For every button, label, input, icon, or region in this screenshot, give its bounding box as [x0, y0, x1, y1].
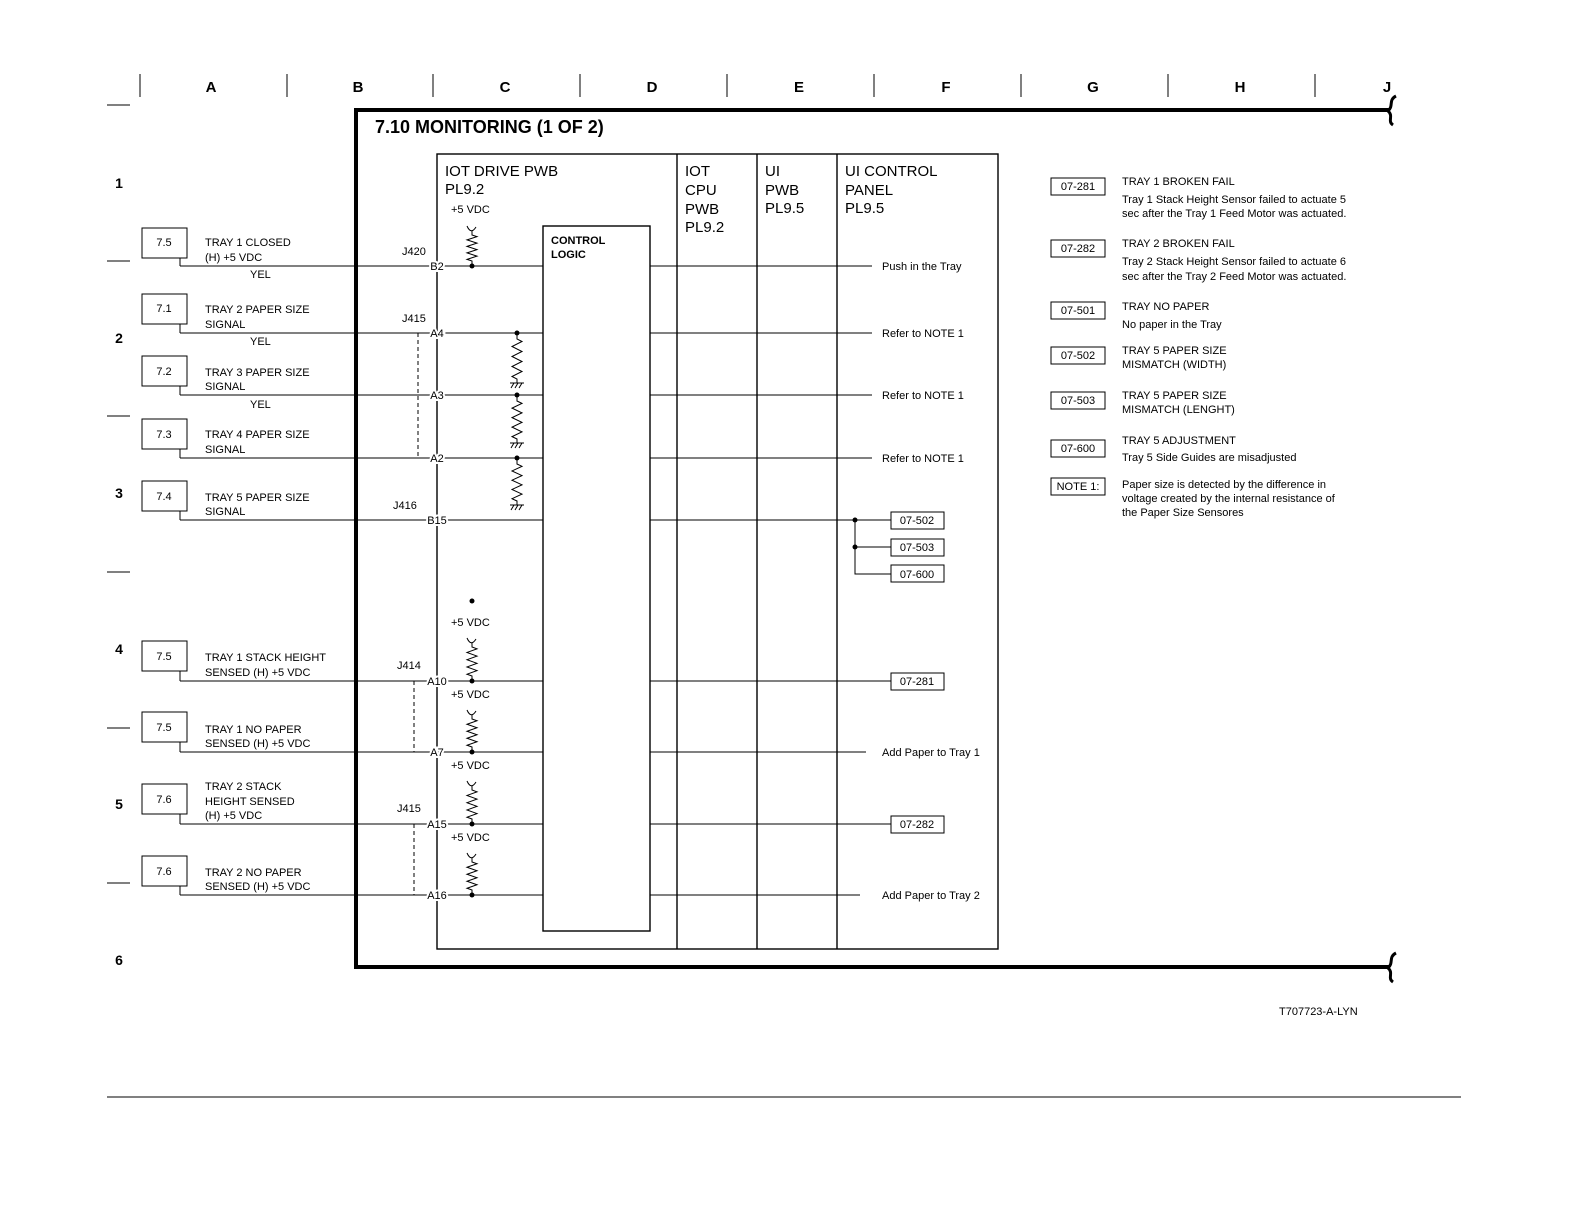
connector-label: J414 [397, 660, 421, 672]
signal-label: (H) +5 VDC [205, 810, 263, 822]
board-label-ui-pwb: UI [765, 163, 780, 180]
page-reference-number: 7.5 [156, 651, 172, 663]
node-dot [470, 679, 475, 684]
frame-break-top-icon [1388, 96, 1396, 125]
legend-description: Tray 2 Stack Height Sensor failed to actuate 6 [1122, 256, 1346, 268]
sheet-frame [356, 110, 1390, 967]
legend-entry [1051, 301, 1222, 331]
column-label: G [1087, 79, 1099, 96]
signal-destination: Add Paper to Tray 1 [882, 747, 980, 759]
signal-label: TRAY 1 NO PAPER [205, 724, 302, 736]
signal-label: TRAY 4 PAPER SIZE [205, 429, 310, 441]
row-label: 4 [115, 641, 123, 657]
connector-pin: A16 [427, 890, 447, 902]
connectors [393, 246, 426, 895]
pull-up-resistor-icon [467, 226, 477, 266]
pull-down-resistor-ground-icon [510, 458, 524, 510]
signal-tray2-no-paper [142, 856, 980, 902]
legend-entry [1051, 390, 1235, 416]
board-label-iot-cpu: PL9.2 [685, 219, 725, 236]
board-label-iot-cpu: IOT [685, 163, 710, 180]
fault-code: 07-282 [899, 819, 935, 831]
control-logic-box [543, 226, 650, 931]
junction-dot [853, 545, 858, 550]
legend-title: TRAY 5 PAPER SIZE [1122, 390, 1227, 402]
legend-description: sec after the Tray 1 Feed Motor was actuated. [1122, 208, 1347, 220]
board-label-iot-cpu: PWB [685, 201, 720, 218]
junction-dot [853, 518, 858, 523]
legend-code: 07-600 [1060, 443, 1096, 455]
page-reference-number: 7.3 [156, 429, 172, 441]
supply-voltage-label: +5 VDC [451, 204, 490, 216]
connector-pin: A3 [430, 390, 444, 402]
row-label: 6 [115, 952, 123, 968]
connector-pin: A2 [430, 453, 444, 465]
column-label: C [499, 79, 511, 96]
node-dot [470, 750, 475, 755]
fault-code: 07-281 [899, 676, 935, 688]
legend-title: TRAY 5 PAPER SIZE [1122, 345, 1227, 357]
node-dot [515, 456, 520, 461]
signal-label: TRAY 3 PAPER SIZE [205, 367, 310, 379]
row-label: 3 [115, 485, 123, 501]
signal-label: (H) +5 VDC [205, 252, 263, 264]
signal-label: SIGNAL [205, 506, 246, 518]
signal-tray1-no-paper [142, 712, 980, 759]
resistor-network [451, 204, 524, 898]
diagram-title: 7.10 MONITORING (1 OF 2) [375, 117, 604, 137]
page-reference-number: 7.5 [156, 722, 172, 734]
column-label: B [352, 79, 364, 96]
legend-entry [1051, 176, 1346, 220]
board-label-ui-control: PANEL [845, 182, 894, 199]
legend-entry [1051, 238, 1346, 283]
drawing-id: T707723-A-LYN [1279, 1006, 1358, 1018]
legend-code: 07-281 [1060, 181, 1096, 193]
board-label-ui-control: PL9.5 [845, 200, 885, 217]
node-dot [470, 599, 475, 604]
signal-label: SIGNAL [205, 319, 246, 331]
fault-code: 07-502 [899, 515, 935, 527]
board-label-iot-cpu: CPU [685, 182, 717, 199]
node-dot [515, 331, 520, 336]
wire-color: YEL [250, 269, 271, 281]
node-dot [470, 264, 475, 269]
signal-label: SIGNAL [205, 381, 246, 393]
control-logic-label: CONTROL [551, 235, 606, 247]
node-dot [470, 822, 475, 827]
signal-tray2-paper-size [142, 294, 964, 348]
signal-label: SENSED (H) +5 VDC [205, 881, 311, 893]
legend-entry [1051, 345, 1227, 371]
fault-code: 07-503 [899, 542, 935, 554]
legend-description: Tray 1 Stack Height Sensor failed to actuate 5 [1122, 194, 1346, 206]
row-label: 5 [115, 796, 123, 812]
legend-code: 07-503 [1060, 395, 1096, 407]
page-reference-number: 7.6 [156, 794, 172, 806]
pull-up-resistor-icon [467, 710, 477, 752]
connector-pin: A7 [430, 747, 444, 759]
row-label: 1 [115, 175, 123, 191]
node-dot [470, 893, 475, 898]
column-grid [140, 74, 1391, 97]
legend-note [1051, 478, 1336, 519]
pull-up-resistor-icon [467, 853, 477, 895]
signal-label: SENSED (H) +5 VDC [205, 667, 311, 679]
signal-tray3-paper-size [142, 356, 964, 411]
signal-destination: Refer to NOTE 1 [882, 453, 964, 465]
legend-title: TRAY NO PAPER [1122, 301, 1210, 313]
legend-code: 07-502 [1060, 350, 1096, 362]
board-label-iot-drive: IOT DRIVE PWB [445, 163, 559, 180]
pull-down-resistor-ground-icon [510, 333, 524, 388]
legend-description: the Paper Size Sensores [1122, 507, 1244, 519]
connector-label: J420 [402, 246, 426, 258]
column-label: E [793, 79, 805, 96]
board-label-ui-control: UI CONTROL [845, 163, 938, 180]
board-label-iot-drive: PL9.2 [445, 181, 485, 198]
legend-entry [1051, 435, 1296, 464]
column-label: H [1234, 79, 1246, 96]
signal-label: TRAY 1 STACK HEIGHT [205, 652, 327, 664]
node-dot [515, 393, 520, 398]
connector-pin: A15 [427, 819, 447, 831]
legend-description: voltage created by the internal resistance of [1122, 493, 1335, 505]
board-label-ui-pwb: PWB [765, 182, 800, 199]
connector-label: J415 [402, 313, 426, 325]
legend-code: NOTE 1: [1056, 481, 1100, 493]
fault-code-legend [1051, 176, 1346, 519]
legend-description: sec after the Tray 2 Feed Motor was actuated. [1122, 271, 1347, 283]
legend-code: 07-501 [1060, 305, 1096, 317]
wire-color: YEL [250, 336, 271, 348]
legend-title: TRAY 5 ADJUSTMENT [1122, 435, 1236, 447]
legend-title: MISMATCH (WIDTH) [1122, 359, 1227, 371]
frame-break-bottom-icon [1388, 953, 1396, 982]
signal-destination: Refer to NOTE 1 [882, 328, 964, 340]
pull-up-resistor-icon [467, 638, 477, 681]
connector-pin: A10 [427, 676, 447, 688]
signal-label: TRAY 1 CLOSED [205, 237, 291, 249]
row-label: 2 [115, 330, 123, 346]
signal-destination: Refer to NOTE 1 [882, 390, 964, 402]
legend-title: TRAY 2 BROKEN FAIL [1122, 238, 1235, 250]
pull-down-resistor-ground-icon [510, 395, 524, 448]
fault-code: 07-600 [899, 569, 935, 581]
connector-label: J416 [393, 500, 417, 512]
connector-pin: A4 [430, 328, 444, 340]
signal-label: HEIGHT SENSED [205, 796, 295, 808]
signal-label: TRAY 5 PAPER SIZE [205, 492, 310, 504]
column-label: A [205, 79, 217, 96]
page-reference-number: 7.4 [156, 491, 172, 503]
page-reference-number: 7.1 [156, 303, 172, 315]
pull-up-resistor-icon [467, 781, 477, 824]
page-reference-number: 7.5 [156, 237, 172, 249]
board-label-ui-pwb: PL9.5 [765, 200, 805, 217]
signal-label: TRAY 2 PAPER SIZE [205, 304, 310, 316]
legend-description: Tray 5 Side Guides are misadjusted [1122, 452, 1297, 464]
signal-label: SENSED (H) +5 VDC [205, 738, 311, 750]
signal-tray4-paper-size [142, 419, 964, 465]
row-grid [107, 105, 130, 968]
signal-label: TRAY 2 NO PAPER [205, 867, 302, 879]
page-reference-number: 7.6 [156, 866, 172, 878]
supply-voltage-label: +5 VDC [451, 760, 490, 772]
legend-description: Paper size is detected by the difference in [1122, 479, 1327, 491]
column-label: J [1382, 79, 1392, 96]
connector-pin: B2 [430, 261, 444, 273]
supply-voltage-label: +5 VDC [451, 832, 490, 844]
wire-color: YEL [250, 399, 271, 411]
supply-voltage-label: +5 VDC [451, 689, 490, 701]
signal-label: TRAY 2 STACK [205, 781, 282, 793]
signal-destination: Add Paper to Tray 2 [882, 890, 980, 902]
legend-title: MISMATCH (LENGHT) [1122, 404, 1235, 416]
column-label: D [646, 79, 658, 96]
signal-destination: Push in the Tray [882, 261, 962, 273]
legend-description: No paper in the Tray [1122, 319, 1222, 331]
signal-label: SIGNAL [205, 444, 246, 456]
connector-label: J415 [397, 803, 421, 815]
page-reference-number: 7.2 [156, 366, 172, 378]
supply-voltage-label: +5 VDC [451, 617, 490, 629]
legend-code: 07-282 [1060, 243, 1096, 255]
connector-pin: B15 [427, 515, 447, 527]
column-label: F [941, 79, 951, 96]
control-logic-block [543, 226, 650, 931]
legend-title: TRAY 1 BROKEN FAIL [1122, 176, 1235, 188]
control-logic-label: LOGIC [551, 249, 586, 261]
